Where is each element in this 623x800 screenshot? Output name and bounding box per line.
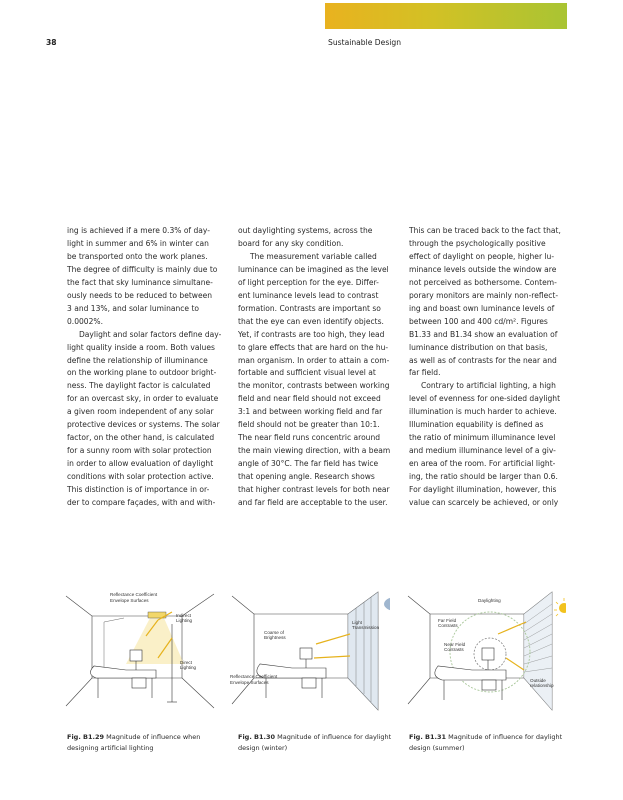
text-line: minance levels outside the window are: [409, 264, 557, 274]
text-line: Illumination equability is defined as: [409, 420, 544, 430]
text-line: the main viewing direction, with a beam: [238, 446, 391, 456]
text-line: on the working plane to outdoor bright-: [67, 368, 217, 378]
text-line: angle of 30°C. The far field has twice: [238, 459, 379, 469]
caption-number: Fig. B1.30: [238, 733, 276, 741]
text-column-3: [409, 225, 567, 510]
figure-b1-30-daylight-winter: [230, 578, 390, 728]
text-line: the monitor, contrasts between working: [238, 381, 390, 391]
caption-text: Magnitude of influence for daylight design (winter): [238, 733, 392, 752]
text-line: field and near field should not exceed: [238, 394, 381, 404]
text-line: the fact that sky luminance simultane-: [67, 277, 213, 287]
caption-number: Fig. B1.31: [409, 733, 447, 741]
text-line: that higher contrast levels for both near: [238, 485, 390, 495]
text-line: ness. The daylight factor is calculated: [67, 381, 211, 391]
label-far-1: Far Field: [438, 618, 457, 623]
paragraph: [238, 225, 396, 251]
label-light-2: Transmission: [352, 625, 380, 630]
text-line: 3 and 13%, and solar luminance to: [67, 303, 200, 313]
text-line: that opening angle. Research shows: [238, 472, 375, 482]
label-outside-2: relationship: [530, 683, 554, 688]
paragraph: [238, 251, 396, 510]
text-line: conditions with solar protection active.: [67, 472, 214, 482]
text-line: ent luminance levels lead to contrast: [238, 290, 379, 300]
text-line: level of evenness for one-sided daylight: [409, 394, 561, 404]
paragraph: [67, 225, 225, 329]
header-color-band: [325, 3, 567, 29]
label-indirect-2: Lighting: [176, 618, 193, 623]
text-line: factor, on the other hand, is calculated: [67, 433, 215, 443]
text-line: be transported onto the work planes.: [67, 251, 208, 261]
text-column-1: [67, 225, 225, 510]
label-light-1: Light: [352, 620, 362, 625]
text-line: ing is achieved if a mere 0.3% of day-: [67, 226, 210, 235]
text-line: 0.0002%.: [67, 316, 103, 326]
text-line: B1.33 and B1.34 show an evaluation of: [409, 329, 558, 339]
caption-fig-b1-30: [238, 732, 398, 754]
text-line: through the psychologically positive: [409, 238, 546, 248]
text-line: board for any sky condition.: [238, 238, 344, 248]
paragraph: [409, 380, 567, 510]
label-direct-1: Direct: [180, 660, 192, 665]
caption-number: Fig. B1.29: [67, 733, 105, 741]
text-line: luminance can be imagined as the level: [238, 264, 389, 274]
caption-fig-b1-31: [409, 732, 569, 754]
text-line: a given room independent of any solar: [67, 407, 214, 417]
text-line: formation. Contrasts are important so: [238, 303, 381, 313]
text-line: porary monitors are mainly non-reflect-: [409, 290, 559, 300]
text-line: value can scarcely be achieved, or only: [409, 498, 559, 508]
text-line: for an overcast sky, in order to evaluate: [67, 394, 219, 404]
text-line: der to compare façades, with and with-: [67, 498, 216, 508]
text-line: of light perception for the eye. Differ-: [238, 277, 379, 287]
text-line: man organism. In order to attain a com-: [238, 355, 390, 365]
page-number: 38: [46, 38, 57, 47]
label-near-2: Contrasts: [444, 647, 464, 652]
label-near-1: Near Field: [444, 642, 466, 647]
caption-text: Magnitude of influence when designing artificial lighting: [67, 733, 201, 752]
text-line: and far field are acceptable to the user.: [238, 498, 388, 508]
text-line: between 100 and 400 cd/m². Figures: [409, 316, 548, 326]
illustration-daylight-summer: [406, 578, 566, 728]
text-line: 3:1 and between working field and far: [238, 407, 383, 417]
text-line: illumination is much harder to achieve.: [409, 407, 557, 417]
text-line: The degree of difficulty is mainly due to: [67, 264, 218, 274]
text-line: This can be traced back to the fact that,: [409, 226, 561, 235]
label-daylighting: Daylighting: [478, 598, 501, 603]
illustration-daylight-winter: [230, 578, 390, 728]
text-line: in order to allow evaluation of daylight: [67, 459, 214, 469]
text-line: For daylight illumination, however, this: [409, 485, 557, 495]
text-line: luminance distribution on that basis,: [409, 342, 548, 352]
text-column-2: [238, 225, 396, 510]
text-line: Yet, if contrasts are too high, they lead: [238, 329, 385, 339]
text-line: The near field runs concentric around: [238, 433, 381, 443]
paragraph: [409, 225, 567, 380]
text-line: effect of daylight on people, higher lu-: [409, 251, 555, 261]
text-line: far field.: [409, 368, 441, 378]
text-line: ing and boast own luminance levels of: [409, 303, 555, 313]
paragraph: [67, 329, 225, 510]
label-envelope: Envelope Surfaces: [110, 598, 149, 603]
figure-b1-31-daylight-summer: [406, 578, 566, 728]
text-line: fortable and sufficient visual level at: [238, 368, 376, 378]
text-line: define the relationship of illuminance: [67, 355, 208, 365]
figure-b1-29-artificial-lighting: [64, 578, 224, 728]
text-line: out daylighting systems, across the: [238, 226, 373, 235]
label-far-2: Contrasts: [438, 623, 458, 628]
text-line: The measurement variable called: [250, 251, 377, 261]
running-title: Sustainable Design: [328, 38, 402, 47]
text-line: the ratio of minimum illuminance level: [409, 433, 556, 443]
text-line: light quality inside a room. Both values: [67, 342, 215, 352]
text-line: protective devices or systems. The solar: [67, 420, 220, 430]
text-line: ing, the ratio should be larger than 0.6.: [409, 472, 558, 482]
text-line: as well as of contrasts for the near and: [409, 355, 557, 365]
text-line: that the eye can even identify objects.: [238, 316, 384, 326]
text-line: field should not be greater than 10:1.: [238, 420, 380, 430]
text-line: to glare effects that are hard on the hu-: [238, 342, 389, 352]
label-coarse-1: Coarse of: [264, 630, 284, 635]
text-line: for a sunny room with solar protection: [67, 446, 212, 456]
label-outside-1: Outside: [530, 678, 546, 683]
text-line: light in summer and 6% in winter can: [67, 238, 209, 248]
text-line: Daylight and solar factors define day-: [79, 329, 222, 339]
text-line: This distinction is of importance in or-: [67, 485, 210, 495]
illustration-artificial-lighting: [64, 578, 224, 728]
label-envelope: Envelope Surfaces: [230, 680, 269, 685]
text-line: Contrary to artificial lighting, a high: [421, 381, 556, 391]
label-direct-2: Lighting: [180, 665, 197, 670]
text-line: en area of the room. For artificial light-: [409, 459, 556, 469]
label-reflectance: Reflectance Coefficient: [230, 674, 278, 679]
text-line: not perceived as bothersome. Contem-: [409, 277, 557, 287]
label-indirect-1: Indirect: [176, 613, 192, 618]
caption-fig-b1-29: [67, 732, 227, 754]
label-coarse-2: Brightness: [264, 635, 286, 640]
label-reflectance: Reflectance Coefficient: [110, 592, 158, 597]
text-line: ously needs to be reduced to between: [67, 290, 213, 300]
text-line: and medium illuminance level of a giv-: [409, 446, 556, 456]
caption-text: Magnitude of influence for daylight design (summer): [409, 733, 563, 752]
